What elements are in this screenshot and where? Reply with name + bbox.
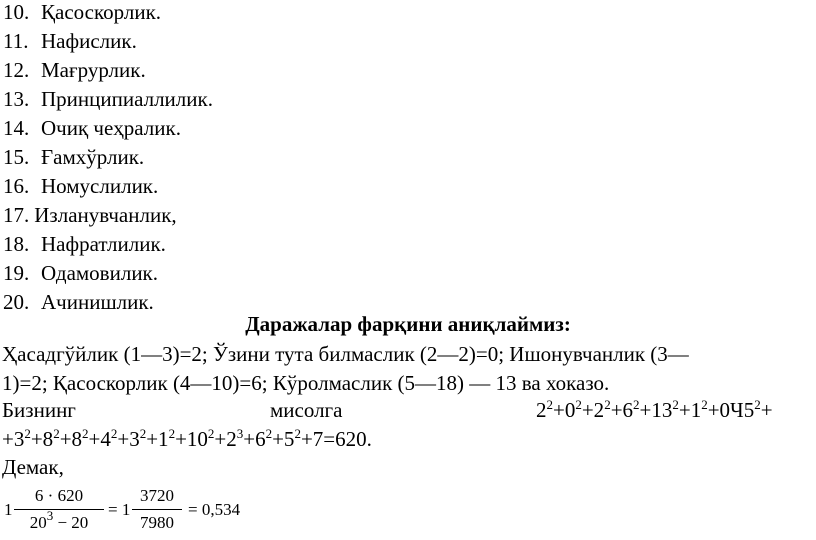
paragraph-line-word: мисолга — [270, 398, 343, 422]
paragraph-line-word: Бизнинг — [2, 398, 76, 422]
fraction-denominator: 7980 — [140, 513, 174, 532]
list-item: 11. Нафислик. — [3, 29, 137, 53]
list-item: 10. Қасоскорлик. — [3, 0, 162, 24]
list-item: 13. Принципиаллилик. — [3, 87, 213, 111]
list-item: 18. Нафратлилик. — [3, 232, 166, 256]
list-item: 15. Ғамхўрлик. — [3, 145, 145, 169]
formula — [4, 482, 264, 538]
formula-lead-one: 1 — [4, 500, 13, 519]
list-item: 19. Одамовилик. — [3, 261, 159, 285]
list-item: 20. Ачинишлик. — [3, 290, 154, 314]
paragraph-line: 1)=2; Қасоскорлик (4—10)=6; Кўролмаслик (5—18) — 13 ва хоказо. — [2, 371, 610, 395]
sum-expression: $2^2+0^2+2^2+6^2+13^2+1^2+0Ч5^2+$ — [536, 397, 773, 422]
fraction-bar — [14, 509, 104, 510]
fraction-2 — [132, 482, 182, 538]
list-item: 14. Очиқ чеҳралик. — [3, 116, 181, 140]
list-item: 12. Мағрурлик. — [3, 58, 146, 82]
paragraph-line: Демак, — [2, 455, 64, 479]
list-item: 16. Номуслилик. — [3, 174, 159, 198]
fraction-denominator: $20^3 - 20$ — [29, 508, 89, 532]
fraction-numerator: 3720 — [140, 486, 174, 505]
paragraph-line: Ҳасадгўйлик (1—3)=2; Ўзини тута билмаслик (2—2)=0; Ишонувчанлик (3— — [2, 342, 689, 366]
fraction-bar — [132, 509, 182, 510]
fraction-1 — [14, 482, 104, 538]
formula-equals-one: = 1 — [108, 500, 131, 519]
list-item: 17. Изланувчанлик, — [3, 203, 177, 227]
sum-expression: $+3^2+8^2+8^2+4^2+3^2+1^2+10^2+2^3+6^2+5^2+7=620$. — [2, 426, 372, 451]
fraction-numerator: 6 · 620 — [34, 486, 84, 505]
formula-result: = 0,534 — [188, 500, 241, 519]
section-heading: Даражалар фарқини аниқлаймиз: — [245, 312, 571, 336]
